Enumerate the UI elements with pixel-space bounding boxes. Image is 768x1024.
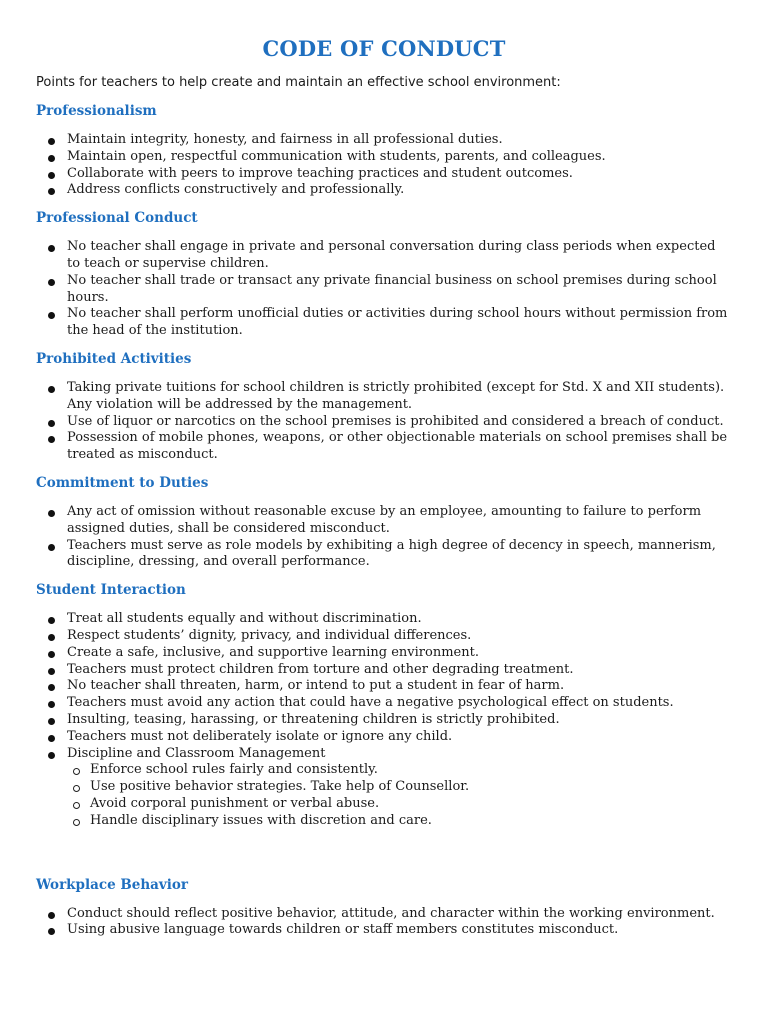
bullet-list: [36, 239, 732, 340]
bullet-list: [36, 504, 732, 571]
page-title: CODE OF CONDUCT: [262, 36, 506, 61]
section-heading: Prohibited Activities: [36, 350, 192, 367]
list-item: No teacher shall threaten, harm, or intend to put a student in fear of harm.: [36, 678, 732, 695]
list-item: Respect students’ dignity, privacy, and individual differences.: [36, 628, 732, 645]
intro-text: Points for teachers to help create and maintain an effective school environment:: [36, 75, 561, 90]
list-item: Maintain integrity, honesty, and fairness in all professional duties.: [36, 132, 732, 149]
list-item: Treat all students equally and without discrimination.: [36, 611, 732, 628]
bullet-list: [36, 611, 732, 829]
bullet-list: [36, 906, 732, 940]
section-professional-conduct: [36, 209, 732, 340]
section-professionalism: [36, 102, 732, 199]
list-item: Possession of mobile phones, weapons, or other objectionable materials on school premises shall be treated as misconduct.: [36, 430, 732, 464]
list-item: Any act of omission without reasonable excuse by an employee, amounting to failure to perform assigned duties, shall be considered misconduct.: [36, 504, 732, 538]
section-heading: Professionalism: [36, 103, 157, 119]
spacer: [36, 830, 732, 866]
list-item-label: Discipline and Classroom Management: [67, 745, 326, 761]
sub-list: [67, 762, 732, 829]
list-item: No teacher shall perform unofficial duties or activities during school hours without permission from the head of the institution.: [36, 306, 732, 340]
list-item: Teachers must not deliberately isolate or ignore any child.: [36, 729, 732, 746]
section-heading: Student Interaction: [36, 582, 186, 599]
list-item: No teacher shall trade or transact any private financial business on school premises during school hours.: [36, 273, 732, 307]
section-student-interaction: [36, 581, 732, 829]
section-heading: Workplace Behavior: [36, 876, 189, 893]
bullet-list: [36, 380, 732, 464]
section-commitment-to-duties: [36, 474, 732, 571]
list-item: Taking private tuitions for school children is strictly prohibited (except for Std. X and XII students). Any violation will be addressed by the management.: [36, 380, 732, 414]
list-item: Teachers must serve as role models by exhibiting a high degree of decency in speech, mannerism, discipline, dressing, and overall performance.: [36, 538, 732, 572]
sub-list-item: Avoid corporal punishment or verbal abuse.: [67, 796, 732, 813]
list-item: Address conflicts constructively and professionally.: [36, 182, 732, 199]
section-workplace-behavior: [36, 876, 732, 940]
list-item: No teacher shall engage in private and personal conversation during class periods when expected to teach or supervise children.: [36, 239, 732, 273]
list-item: Use of liquor or narcotics on the school premises is prohibited and considered a breach of conduct.: [36, 414, 732, 431]
list-item: Using abusive language towards children or staff members constitutes misconduct.: [36, 922, 732, 939]
section-prohibited-activities: [36, 350, 732, 464]
list-item: Collaborate with peers to improve teaching practices and student outcomes.: [36, 166, 732, 183]
bullet-list: [36, 132, 732, 199]
list-item: Maintain open, respectful communication with students, parents, and colleagues.: [36, 149, 732, 166]
section-heading: Commitment to Duties: [36, 474, 209, 491]
sub-list-item: Handle disciplinary issues with discretion and care.: [67, 813, 732, 830]
list-item-discipline: [36, 746, 732, 830]
section-heading: Professional Conduct: [36, 210, 198, 227]
list-item: Create a safe, inclusive, and supportive learning environment.: [36, 645, 732, 662]
sub-list-item: Enforce school rules fairly and consistently.: [67, 762, 732, 779]
list-item: Teachers must avoid any action that could have a negative psychological effect on students.: [36, 695, 732, 712]
sub-list-item: Use positive behavior strategies. Take help of Counsellor.: [67, 779, 732, 796]
list-item: Teachers must protect children from torture and other degrading treatment.: [36, 662, 732, 679]
list-item: Insulting, teasing, harassing, or threatening children is strictly prohibited.: [36, 712, 732, 729]
list-item: Conduct should reflect positive behavior, attitude, and character within the working environment.: [36, 906, 732, 923]
